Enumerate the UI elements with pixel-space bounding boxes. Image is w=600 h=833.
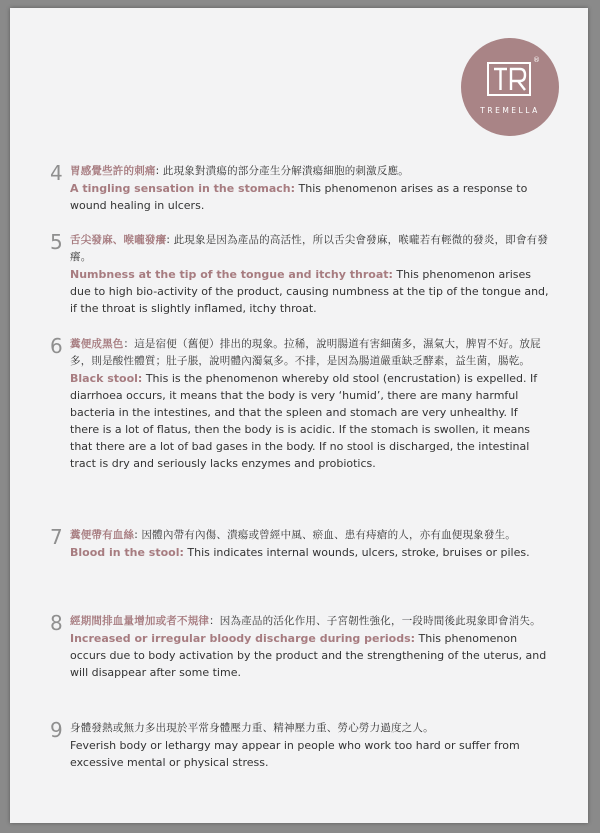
registered-mark: ® [533,56,540,64]
item-english-title: Increased or irregular bloody discharge during periods: [70,632,416,645]
item-english-title: Numbness at the tip of the tongue and itchy throat: [70,268,393,281]
item-english-text [70,630,550,681]
item-chinese-title: 糞便帶有血絲 [70,529,135,541]
item-english-desc: This phenomenon occurs due to body activation by the product and the strengthening of the uterus, and will disappear after some time. [70,632,547,679]
item-chinese-text [70,613,550,630]
item-chinese-title: 舌尖發麻、喉嚨發癢 [70,234,167,246]
item-chinese-desc: 身體發熱或無力多出現於平常身體壓力重、精神壓力重、勞心勞力過度之人。 [70,722,434,734]
item-english-desc: This is the phenomenon whereby old stool (encrustation) is expelled. If diarrhoea occurs, it means that the body is very ‘humid’, there are many harmful bacteria in the intestines, and that the spleen and stomach are very unhealthy. If there is a lot of flatus, then the body is is acidic. If the stomach is swollen, it means that there are a lot of bad gases in the body. If no stool is discharged, the intestinal tract is dry and seriously lacks enzymes and probiotics. [70,372,538,470]
item-english-text [70,370,550,472]
item-chinese-desc: : 此現象是因為產品的高活性，所以舌尖會發麻，喉嚨若有輕微的發炎，即會有發癢。 [70,234,549,263]
item-chinese-title: 胃感覺些許的刺痛 [70,165,156,177]
item-number: 7 [50,525,63,549]
item-chinese-desc: ：因為產品的活化作用、子宮韌性強化，一段時間後此現象即會消失。 [209,615,541,627]
item-english-desc: This phenomenon arises due to high bio-activity of the product, causing numbness at the tip of the tongue and, if the throat is slightly inflamed, itchy throat. [70,268,549,315]
item-english-text [70,737,550,771]
item-english-text [70,266,550,317]
item-english-text [70,544,550,561]
logo-wordmark: TREMELLA [480,106,540,115]
item-number: 9 [50,718,63,742]
tr-monogram-icon [485,60,533,98]
item-english-desc: This phenomenon arises as a response to wound healing in ulcers. [70,182,528,212]
item-chinese-text [70,720,550,737]
item-english-title: Blood in the stool: [70,546,184,559]
item-chinese-desc: ：這是宿便（舊便）排出的現象。拉稀，說明腸道有害細菌多，濕氣大，脾胃不好。放屁多，則是酸性體質；肚子脹，說明體內濁氣多。不排，是因為腸道嚴重缺乏酵素，益生菌，腸乾。 [70,338,541,367]
document-page [10,8,588,823]
item-english-title: Black stool: [70,372,143,385]
item-chinese-title: 經期間排血量增加或者不規律 [70,615,210,627]
item-chinese-title: 糞便成黑色 [70,338,124,350]
tremella-logo [461,38,559,136]
item-number: 5 [50,230,63,254]
item-english-title: A tingling sensation in the stomach: [70,182,296,195]
item-chinese-desc: : 因體內帶有內傷、潰瘍或曾經中風、瘀血、患有痔瘡的人，亦有血便現象發生。 [134,529,516,541]
item-chinese-desc: : 此現象對潰瘍的部分產生分解潰瘍細胞的刺激反應。 [155,165,409,177]
item-english-desc: Feverish body or lethargy may appear in people who work too hard or suffer from excessive mental or physical stress. [70,739,520,769]
item-number: 8 [50,611,63,635]
item-chinese-text [70,163,550,180]
item-chinese-text [70,336,550,370]
item-english-text [70,180,550,214]
item-number: 4 [50,161,63,185]
item-number: 6 [50,334,63,358]
item-chinese-text [70,232,550,266]
item-english-desc: This indicates internal wounds, ulcers, stroke, bruises or piles. [183,546,530,559]
item-chinese-text [70,527,550,544]
